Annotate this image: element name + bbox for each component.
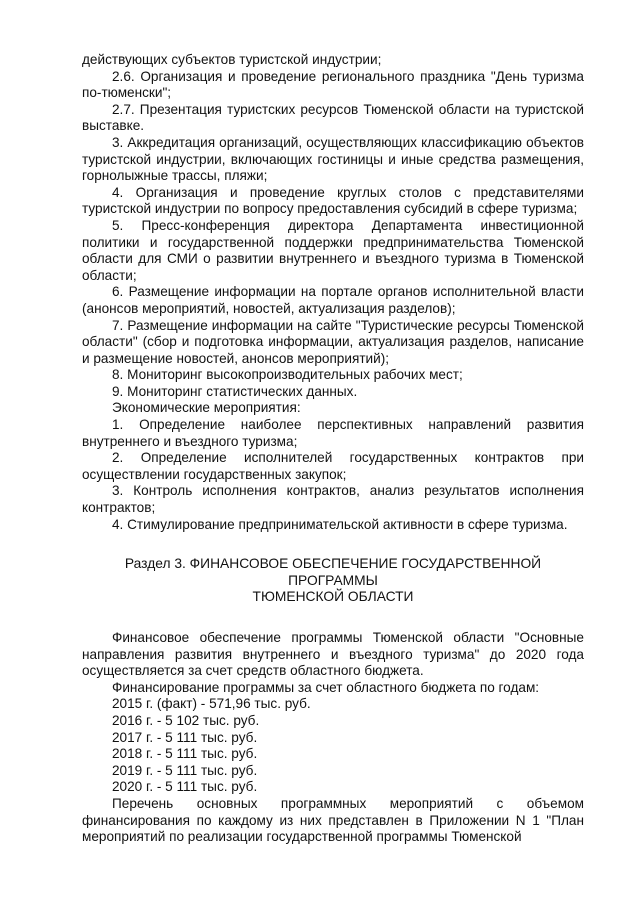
- closing-paragraph: Перечень основных программных мероприятий с объемом финансирования по каждому из них представлен в Приложении N 1 "План мероприятий по реализации государственной программы Тюменской: [82, 795, 584, 845]
- body-paragraph: действующих субъектов туристской индустрии;: [82, 52, 382, 67]
- body-paragraph: 9. Мониторинг статистических данных.: [112, 383, 358, 399]
- body-paragraph: 6. Размещение информации на портале органов исполнительной власти (анонсов мероприятий, новостей, актуализация разделов);: [82, 284, 584, 316]
- body-paragraph: 2. Определение исполнителей государственных контрактов при осуществлении государственных закупок;: [82, 450, 584, 482]
- body-paragraph: 2.7. Презентация туристских ресурсов Тюменской области на туристской выставке.: [82, 101, 584, 134]
- document-page: [82, 52, 584, 846]
- financing-year-item: 2017 г. - 5 111 тыс. руб.: [112, 729, 258, 745]
- body-paragraph: 5. Пресс-конференция директора Департамента инвестиционной политики и государственной поддержки предпринимательства Тюменской области для СМИ о развитии внутреннего и въездного туризма в Тюменской области;: [82, 217, 584, 283]
- body-paragraph: 7. Размещение информации на сайте "Туристические ресурсы Тюменской области" (сбор и подготовка информации, актуализация разделов, написание и размещение новостей, анонсов мероприятий);: [82, 317, 584, 366]
- body-paragraph: 4. Стимулирование предпринимательской активности в сфере туризма.: [112, 516, 568, 532]
- body-paragraph: 1. Определение наиболее перспективных направлений развития внутреннего и въездного туризма;: [82, 417, 584, 449]
- body-paragraph: 3. Аккредитация организаций, осуществляющих классификацию объектов туристской индустрии, включающих гостиницы и иные средства размещения, горнолыжные трассы, пляжи;: [82, 134, 584, 184]
- financing-year-item: 2016 г. - 5 102 тыс. руб.: [112, 712, 260, 728]
- body-paragraph: 3. Контроль исполнения контрактов, анализ результатов исполнения контрактов;: [82, 483, 584, 516]
- financing-intro-paragraph: Финансовое обеспечение программы Тюменской области "Основные направления развития внутреннего и въездного туризма" до 2020 года осуществляется за счет средств областного бюджета.: [82, 630, 584, 679]
- body-paragraph: 4. Организация и проведение круглых столов с представителями туристской индустрии по вопросу предоставления субсидий в сфере туризма;: [82, 184, 584, 217]
- financing-year-item: 2019 г. - 5 111 тыс. руб.: [112, 762, 258, 778]
- section-heading-line-1: Раздел 3. ФИНАНСОВОЕ ОБЕСПЕЧЕНИЕ ГОСУДАРСТВЕННОЙ: [124, 556, 542, 572]
- financing-year-item: 2015 г. (факт) - 571,96 тыс. руб.: [112, 696, 311, 712]
- body-paragraph: Экономические мероприятия:: [112, 400, 301, 416]
- financing-by-years-label: Финансирование программы за счет областного бюджета по годам:: [112, 679, 540, 695]
- body-paragraph: 2.6. Организация и проведение регионального праздника "День туризма по-тюменски";: [82, 68, 584, 101]
- section-heading-line-3: ТЮМЕНСКОЙ ОБЛАСТИ: [252, 589, 414, 605]
- section-heading-line-2: ПРОГРАММЫ: [288, 572, 378, 588]
- financing-year-item: 2020 г. - 5 111 тыс. руб.: [112, 779, 258, 795]
- financing-years-list: [82, 696, 584, 796]
- financing-year-item: 2018 г. - 5 111 тыс. руб.: [112, 746, 258, 762]
- section-heading: [82, 556, 584, 606]
- top-paragraphs: [82, 52, 584, 533]
- body-paragraph: 8. Мониторинг высокопроизводительных рабочих мест;: [112, 367, 463, 383]
